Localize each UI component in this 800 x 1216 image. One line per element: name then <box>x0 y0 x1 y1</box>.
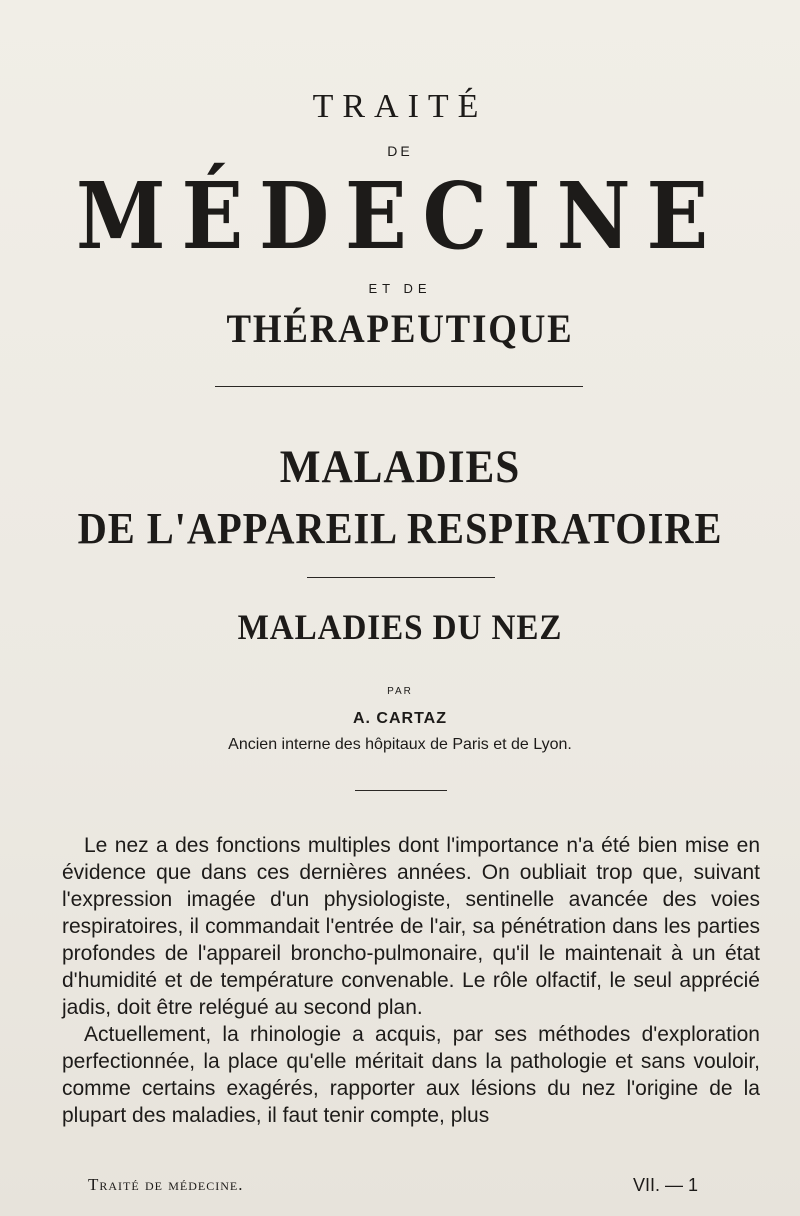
footer-running-title: Traité de médecine. <box>88 1175 244 1194</box>
paragraph: Actuellement, la rhinologie a acquis, par ses méthodes d'exploration perfectionnée, la place qu'elle méritait dans la pathologie et sans vouloir, comme certains exagérés, rapporter aux lésions du nez l'origine de la plupart des maladies, il faut tenir compte, plus <box>62 1023 760 1127</box>
paragraph: Le nez a des fonctions multiples dont l'importance n'a été bien mise en évidence que dans ces dernières années. On oubliait trop que, suivant l'expression imagée d'un physiologiste, sentinelle avancée des voies respiratoires, il commandait l'entrée de l'air, sa pénétration dans les parties profondes de l'appareil broncho-pulmonaire, qu'il le maintenait à un état d'humidité et de température convenable. Le rôle olfactif, le seul apprécié jadis, doit être relégué au second plan. <box>62 834 760 1019</box>
title-therapeutique: THÉRAPEUTIQUE <box>226 306 574 351</box>
by-label: PAR <box>387 686 413 697</box>
footer-signature: VII. — 1 <box>633 1175 699 1195</box>
title-medecine: MÉDECINE <box>76 162 724 270</box>
section-title-appareil: DE L'APPAREIL RESPIRATOIRE <box>77 504 723 553</box>
author-name: A. CARTAZ <box>352 710 448 727</box>
author-affiliation: Ancien interne des hôpitaux de Paris et de Lyon. <box>228 736 572 753</box>
section-title-maladies: MALADIES <box>279 441 521 493</box>
chapter-title: MALADIES DU NEZ <box>237 607 563 647</box>
title-traite: TRAITÉ <box>312 88 488 125</box>
title-et-de: ET DE <box>368 281 432 296</box>
divider-rule <box>355 790 447 791</box>
divider-rule <box>215 386 583 387</box>
body-text <box>62 832 760 1129</box>
divider-rule <box>307 577 495 578</box>
title-de: DE <box>387 143 413 159</box>
